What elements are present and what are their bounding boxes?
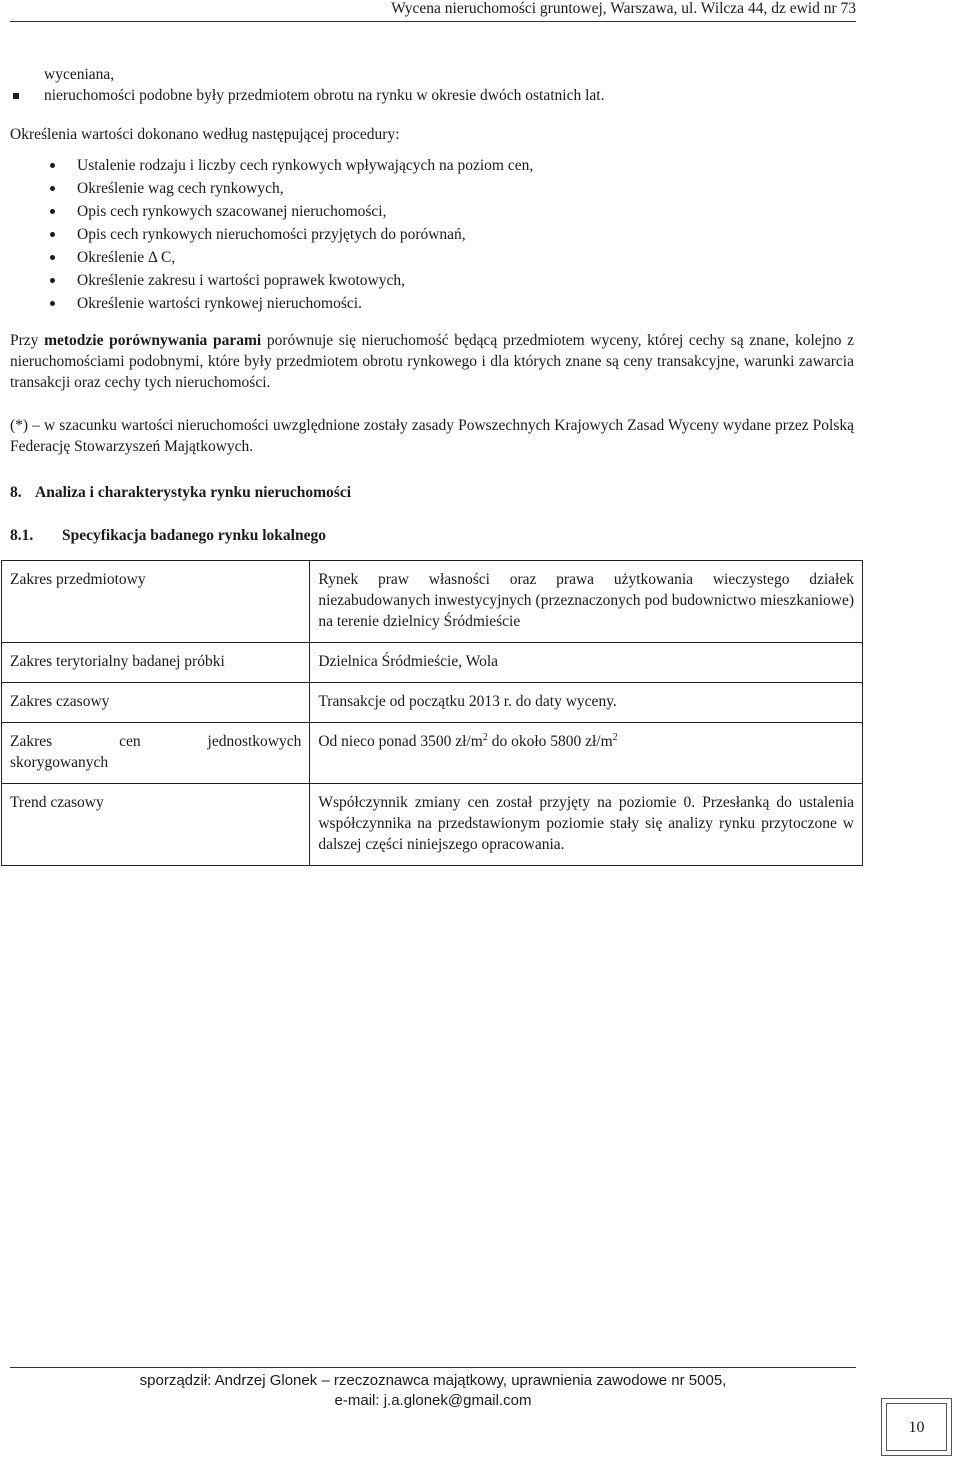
list-item: Opis cech rynkowych szacowanej nieruchomości, [10, 200, 854, 223]
page-header [10, 0, 856, 22]
list-item: wyceniana, [44, 66, 115, 83]
footer-divider [10, 1367, 856, 1368]
list-item: Ustalenie rodzaju i liczby cech rynkowych wpływających na poziom cen, [10, 154, 854, 177]
table-cell-value: Rynek praw własności oraz prawa użytkowania wieczystego działek niezabudowanych inwestycyjnych (przeznaczonych pod budownictwo mieszkaniowe) na terenie dzielnicy Śródmieście [310, 561, 863, 643]
section-heading-8-1: 8.1. Specyfikacja badanego rynku lokalnego [10, 527, 326, 544]
method-paragraph: Przy metodzie porównywania parami porównuje się nieruchomość będącą przedmiotem wyceny, której cechy są znane, kolejno z nieruchomościami podobnymi, które były przedmiotem obrotu rynkowego i dla których znane są ceny transakcyjne, warunki zawarcia transakcji oraz cechy tych nieruchomości. [10, 332, 854, 391]
table-cell-label: Zakres czasowy [2, 683, 310, 723]
page-number-box [881, 1398, 952, 1456]
section-heading-8: 8. Analiza i charakterystyka rynku nieruchomości [10, 484, 352, 501]
table-cell-value: Transakcje od początku 2013 r. do daty wyceny. [310, 683, 863, 723]
table-cell-label: Zakres terytorialny badanej próbki [2, 643, 310, 683]
table-cell-value: Od nieco ponad 3500 $zł/m^2$ do około 5800 $zł/m^2$ [310, 723, 863, 784]
table-cell-label: Zakres cen jednostkowych skorygowanych [2, 723, 310, 784]
table-cell-value: Współczynnik zmiany cen został przyjęty na poziomie 0. Przesłanką do ustalenia współczynnika na przedstawionym poziomie stały się analizy rynku przytoczone w dalszej części niniejszego opracowania. [310, 784, 863, 866]
list-item: nieruchomości podobne były przedmiotem obrotu na rynku w okresie dwóch ostatnich lat. [10, 85, 854, 106]
table-row [2, 784, 863, 866]
list-item: Określenie Δ C, [10, 246, 854, 269]
page-footer [10, 1371, 856, 1411]
table-row [2, 683, 863, 723]
table-row [2, 561, 863, 643]
table-row [2, 643, 863, 683]
market-spec-table [1, 560, 863, 866]
square-bullet-list [10, 64, 854, 106]
table-cell-value: Dzielnica Śródmieście, Wola [310, 643, 863, 683]
header-title: Wycena nieruchomości gruntowej, Warszawa, ul. Wilcza 44, dz ewid nr 73 [391, 0, 856, 17]
standards-paragraph: (*) – w szacunku wartości nieruchomości uwzględnione zostały zasady Powszechnych Krajowych Zasad Wyceny wydane przez Polską Federację Stowarzyszeń Majątkowych. [10, 417, 854, 455]
footer-author: sporządził: Andrzej Glonek – rzeczoznawca majątkowy, uprawnienia zawodowe nr 5005, [139, 1372, 727, 1389]
footer-email: e-mail: j.a.glonek@gmail.com [334, 1392, 532, 1409]
list-item: Opis cech rynkowych nieruchomości przyjętych do porównań, [10, 223, 854, 246]
list-item: Określenie wartości rynkowej nieruchomości. [10, 292, 854, 315]
list-item: Określenie wag cech rynkowych, [10, 177, 854, 200]
procedure-list [10, 154, 854, 315]
procedure-intro: Określenia wartości dokonano według następującej procedury: [10, 126, 400, 143]
table-row [2, 723, 863, 784]
method-name: metodzie porównywania parami [44, 332, 262, 349]
page-number: 10 [886, 1403, 947, 1451]
table-cell-label: Trend czasowy [2, 784, 310, 866]
table-cell-label: Zakres przedmiotowy [2, 561, 310, 643]
list-item: Określenie zakresu i wartości poprawek kwotowych, [10, 269, 854, 292]
